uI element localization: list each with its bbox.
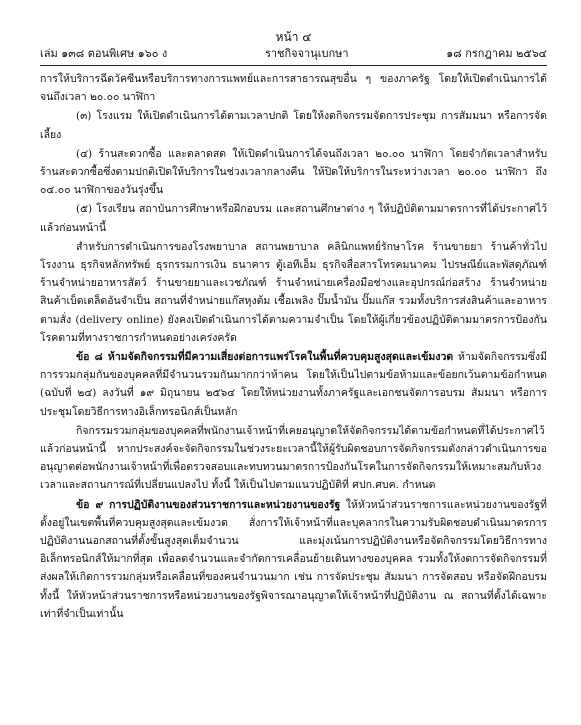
volume-info: เล่ม ๑๓๘ ตอนพิเศษ ๑๖๐ ง	[40, 47, 168, 60]
clause-8-body: ห้ามจัดกิจกรรมซึ่งมีการรวมกลุ่มกันของบุคคลที่มีจำนวนรวมกันมากกว่าห้าคน โดยให้เป็นไปตามข้อห้ามและข้อยกเว้นตามข้อกำหนด (ฉบับที่ ๒๔) ลงวันที่ ๑๙ มิถุนายน ๒๕๖๔ โดยให้หน่วยงานทั้งภาครัฐและเอกชนจัดการอบรม สัมมนา หรือการประชุมโดยวิธีการทางอิเล็กทรอนิกส์เป็นหลัก	[40, 351, 548, 418]
gazette-title: ราชกิจจานุเบกษา	[264, 47, 349, 60]
gazette-header	[40, 46, 547, 62]
document-body	[40, 70, 547, 623]
publish-date: ๑๘ กรกฎาคม ๒๕๖๔	[446, 47, 547, 60]
clause-9-body: ให้หัวหน้าส่วนราชการและหน่วยงานของรัฐที่ตั้งอยู่ในเขตพื้นที่ควบคุมสูงสุดและเข้มงวด สั่งการให้เจ้าหน้าที่และบุคลากรในความรับผิดชอบดำเนินมาตรการปฏิบัติงานนอกสถานที่ตั้งขั้นสูงสุดเต็มจำนวน และมุ่งเน้นการปฏิบัติงานหรือจัดกิจกรรมโดยวิธีการทางอิเล็กทรอนิกส์ให้มากที่สุด เพื่อลดจำนวนและจำกัดการเคลื่อนย้ายเดินทางของบุคคล รวมทั้งให้งดการจัดกิจกรรมที่ส่งผลให้เกิดการรวมกลุ่มหรือเคลื่อนที่ของคนจำนวนมาก เช่น การจัดประชุม สัมมนา การจัดสอบ หรือจัดฝึกอบรม ทั้งนี้ ให้หัวหน้าส่วนราชการหรือหน่วยงานของรัฐพิจารณาอนุญาตให้เจ้าหน้าที่ปฏิบัติงาน ณ สถานที่ตั้งได้เฉพาะเท่าที่จำเป็นเท่านั้น	[40, 498, 547, 620]
paragraph-vaccine-service: การให้บริการฉีดวัคซีนหรือบริการทางการแพทย์และการสาธารณสุขอื่น ๆ ของภาครัฐ โดยให้เปิดดำเนินการได้จนถึงเวลา ๒๐.๐๐ นาฬิกา	[40, 73, 547, 104]
clause-9	[40, 496, 547, 623]
header-divider	[40, 65, 547, 66]
paragraph-hotel: (๓) โรงแรม ให้เปิดดำเนินการได้ตามเวลาปกติ โดยให้งดกิจกรรมจัดการประชุม การสัมมนา หรือการจัดเลี้ยง	[40, 110, 547, 141]
paragraph-group-activity: กิจกรรมรวมกลุ่มของบุคคลที่พนักงานเจ้าหน้าที่เคยอนุญาตให้จัดกิจกรรมได้ตามข้อกำหนดที่ได้ประกาศไว้แล้วก่อนหน้านี้ หากประสงค์จะจัดกิจกรรมในช่วงระยะเวลานี้ให้ผู้รับผิดชอบการจัดกิจกรรมดังกล่าวดำเนินการขออนุญาตต่อพนักงานเจ้าหน้าที่เพื่อตรวจสอบและทบทวนมาตรการป้องกันโรคในการจัดกิจกรรมให้เหมาะสมกับห้วงเวลาและสถานการณ์ที่เปลี่ยนแปลงไป ทั้งนี้ ให้เป็นไปตามแนวปฏิบัติที่ ศปก.ศบค. กำหนด	[40, 424, 547, 492]
paragraph-convenience-store: (๔) ร้านสะดวกซื้อ และตลาดสด ให้เปิดดำเนินการได้จนถึงเวลา ๒๐.๐๐ นาฬิกา โดยจำกัดเวลาสำหรับร้านสะดวกซื้อซึ่งตามปกติเปิดให้บริการในช่วงเวลากลางคืน ให้ปิดให้บริการในระหว่างเวลา ๒๐.๐๐ นาฬิกา ถึง ๐๔.๐๐ นาฬิกาของวันรุ่งขึ้น	[40, 147, 547, 197]
paragraph-school: (๕) โรงเรียน สถาบันการศึกษาหรือฝึกอบรม และสถานศึกษาต่าง ๆ ให้ปฏิบัติตามมาตรการที่ได้ประกาศไว้แล้วก่อนหน้านี้	[40, 203, 547, 234]
clause-8-heading: ข้อ ๘ ห้ามจัดกิจกรรมที่มีความเสี่ยงต่อการแพร่โรคในพื้นที่ควบคุมสูงสุดและเข้มงวด	[76, 351, 454, 364]
page-number: หน้า ๔	[275, 30, 312, 44]
clause-9-heading: ข้อ ๙ การปฏิบัติงานของส่วนราชการและหน่วยงานของรัฐ	[76, 498, 341, 511]
clause-8	[40, 348, 547, 421]
paragraph-essential-business: สำหรับการดำเนินการของโรงพยาบาล สถานพยาบาล คลินิกแพทย์รักษาโรค ร้านขายยา ร้านค้าทั่วไป โรงงาน ธุรกิจหลักทรัพย์ ธุรกรรมการเงิน ธนาคาร ตู้เอทีเอ็ม ธุรกิจสื่อสารโทรคมนาคม ไปรษณีย์และพัสดุภัณฑ์ ร้านจำหน่ายอาหารสัตว์ ร้านขายยาและเวชภัณฑ์ ร้านจำหน่ายเครื่องมือช่างและอุปกรณ์ก่อสร้าง ร้านจำหน่ายสินค้าเบ็ดเตล็ดอันจำเป็น สถานที่จำหน่ายแก๊สหุงต้ม เชื้อเพลิง ปั๊มน้ำมัน ปั๊มแก๊ส รวมทั้งบริการส่งสินค้าและอาหารตามสั่ง (delivery online) ยังคงเปิดดำเนินการได้ตามความจำเป็น โดยให้ผู้เกี่ยวข้องปฏิบัติตามมาตรการป้องกันโรคตามที่ทางราชการกำหนดอย่างเคร่งครัด	[40, 240, 547, 344]
